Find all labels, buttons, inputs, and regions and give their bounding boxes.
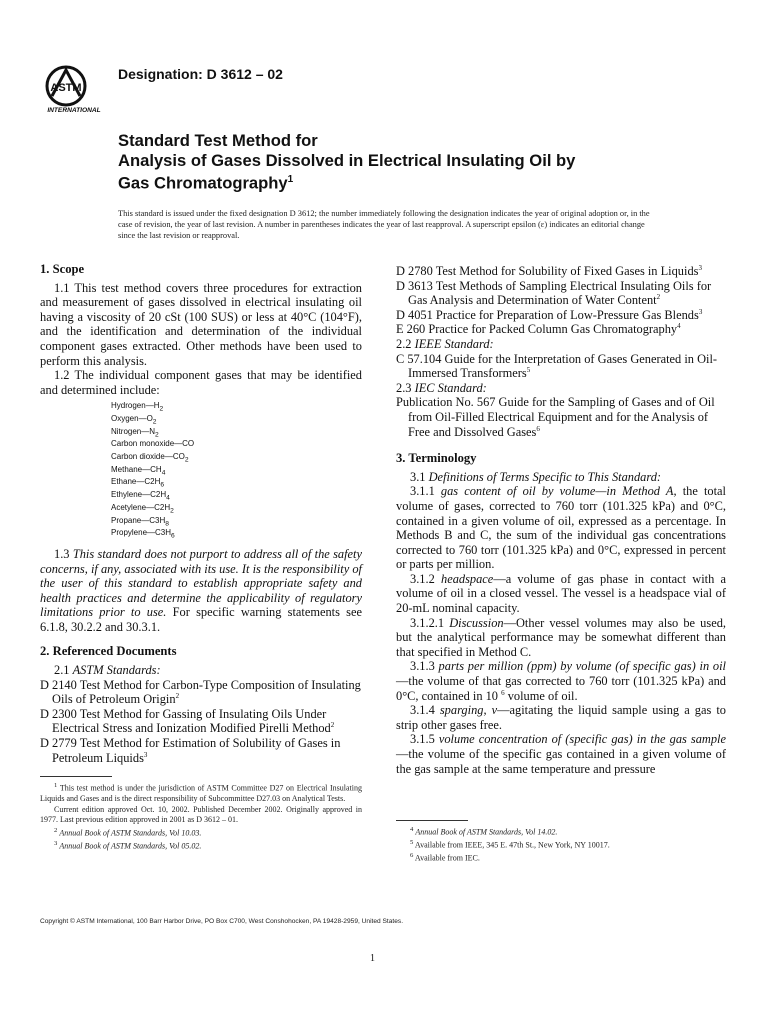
gas-list-item: $Methane—CH_4$: [111, 464, 166, 477]
left-footnotes: [40, 776, 362, 852]
gas-list-item: $Propane—C3H_8$: [111, 515, 169, 528]
footnote-2: $^2$ Annual Book of ASTM Standards, Vol 10.03.: [54, 826, 202, 838]
gas-list-item: $Ethane—C2H_6$: [111, 477, 165, 490]
terminology-heading: 3. Terminology: [396, 451, 477, 466]
reference-item: D 2140 Test Method for Carbon-Type Composition of Insulating Oils of Petroleum Origin$^2$: [40, 677, 361, 707]
gas-list-item: $Nitrogen—N_2$: [111, 426, 159, 439]
reference-item: Publication No. 567 Guide for the Sampling of Gases and of Oil from Oil-Filled Electrical Equipment and for the Analysis of Free and Dissolved Gases$^6$: [396, 395, 715, 439]
title-line-2: Analysis of Gases Dissolved in Electrical Insulating Oil by: [118, 150, 576, 170]
scope-1-1: 1.1 This test method covers three procedures for extraction and measurement of gases dissolved in electrical insulating oil having a viscosity of 20 cSt (100 SUS) or less at 40°C (104°F), and the identification and determination of the individual component gases extracted. Other methods have been used to perform this analysis.: [40, 280, 362, 368]
gas-list-item: Carbon $dioxide—CO_2$: [111, 452, 189, 464]
reference-item: E 260 Practice for Packed Column Gas Chromatography$^4$: [396, 322, 681, 337]
left-column: [40, 262, 362, 765]
gas-list-item: $Oxygen—O_2$: [111, 414, 157, 426]
term-3-1: 3.1 Definitions of Terms Specific to This Standard:: [410, 469, 662, 484]
reference-item: D 2780 Test Method for Solubility of Fixed Gases in Liquids$^3$: [396, 263, 702, 278]
right-footnotes: [396, 820, 726, 864]
gas-list-item: $Propylene—C3H_6$: [111, 528, 175, 540]
footnote-5: $^5$ Available from IEEE, 345 E. 47th St., New York, NY 10017.: [410, 839, 610, 850]
astm-logo: [40, 62, 110, 114]
gas-list-item: Carbon monoxide—CO: [111, 439, 195, 449]
gas-list-item: $Acetylene—C2H_2$: [111, 502, 174, 515]
gas-list: [111, 401, 362, 541]
term-3-1-2: 3.1.2 headspace—a volume of gas phase in contact with a volume of oil in a closed vessel. The vessel is a headspace vial of 20-mL nominal capacity.: [396, 571, 727, 616]
footnote-rule: [40, 776, 112, 777]
document-title: [118, 131, 678, 193]
copyright-line: Copyright © ASTM International, 100 Barr Harbor Drive, PO Box C700, West Conshohocken, PA 19428-2959, United States.: [40, 918, 404, 925]
term-3-1-4: 3.1.4 sparging, v—agitating the liquid sample using a gas to strip other gases free.: [396, 703, 726, 732]
gas-list-item: $Ethylene—C2H_4$: [111, 490, 170, 502]
reference-item: D 2300 Test Method for Gassing of Insulating Oils Under Electrical Stress and Ionization Modified Pirelli Method$^2$: [40, 706, 335, 736]
term-3-1-1: 3.1.1 gas content of oil by volume—in Method A, the total volume of gases, corrected to 760 torr (101.325 kPa) and 0°C, contained in a given volume of oil, expressed as a percentage. In Methods B and C, the sum of the individual gas concentrations corrected to 760 torr (101.325 kPa) and 0°C, expressed in percent or parts per million.: [396, 484, 726, 572]
refdocs-2-3: 2.3 IEC Standard:: [396, 380, 487, 395]
scope-1-2: 1.2 The individual component gases that may be identified and determined include:: [40, 368, 362, 397]
reference-item: D 2779 Test Method for Estimation of Solubility of Gases in Petroleum Liquids$^3$: [40, 736, 341, 765]
refdocs-2-1: 2.1 ASTM Standards:: [54, 663, 161, 678]
footnote-6: $^6$ Available from IEC.: [410, 852, 480, 863]
title-line-1: Standard Test Method for: [118, 131, 318, 150]
title-line-3: Gas Chromatography: [118, 173, 288, 193]
right-column: [396, 264, 726, 776]
page-number: 1: [370, 953, 375, 964]
scope-heading: 1. Scope: [40, 262, 85, 276]
footnote-rule: [396, 820, 468, 821]
footnote-1: $^1$ This test method is under the jurisdiction of ASTM Committee D27 on Electrical Insulating Liquids and Gases and is the direct responsibility of Subcommittee D27.03 on Analytical Tests.: [40, 782, 363, 804]
footnote-4: $^4$ Annual Book of ASTM Standards, Vol 14.02.: [410, 826, 558, 837]
astm-logo-icon: [40, 62, 110, 114]
footnote-1-cont: Current edition approved Oct. 10, 2002. Published December 2002. Originally approved in 1977. Last previous edition approved in 2001 as D 3612 – 01.: [40, 804, 362, 825]
gas-list-item: $Hydrogen—H_2$: [111, 401, 164, 413]
footnote-3: $^3$ Annual Book of ASTM Standards, Vol 05.02.: [54, 839, 202, 851]
term-3-1-3: 3.1.3 parts per million (ppm) by volume (of specific gas) in oil—the volume of that gas corrected to 760 torr (101.325 kPa) and 0°C, contained in 10 $^6$ volume of oil.: [396, 659, 726, 703]
issuance-note: This standard is issued under the fixed designation D 3612; the number immediately following the designation indicates the year of original adoption or, in the case of revision, the year of last revision. A number in parentheses indicates the year of last reapproval. A superscript epsilon (ε) indicates an editorial change since the last revision or reapproval.: [118, 209, 650, 240]
term-3-1-2-1: 3.1.2.1 Discussion—Other vessel volumes may also be used, but the analytical performance may be somewhat different than that specified in Method C.: [396, 615, 726, 659]
reference-item: C 57.104 Guide for the Interpretation of Gases Generated in Oil-Immersed Transformers$^5$: [396, 351, 718, 381]
designation: Designation: D 3612 – 02: [118, 66, 283, 82]
reference-item: D 4051 Practice for Preparation of Low-Pressure Gas Blends$^3$: [396, 307, 703, 322]
refdocs-heading: 2. Referenced Documents: [40, 644, 177, 659]
logo-sub: INTERNATIONAL: [47, 107, 101, 114]
scope-1-3: 1.3 This standard does not purport to address all of the safety concerns, if any, associated with its use. It is the responsibility of the user of this standard to establish appropriate safety and health practices and determine the applicability of regulatory limitations prior to use. For specific warning statements see 6.1.8, 30.2.2 and 30.3.1.: [40, 546, 362, 634]
reference-item: D 3613 Test Methods of Sampling Electrical Insulating Oils for Gas Analysis and Determination of Water Content$^2$: [396, 278, 712, 308]
title-footnote-mark: 1: [287, 174, 294, 185]
term-3-1-5: 3.1.5 volume concentration of (specific gas) in the gas sample—the volume of the specific gas contained in a given volume of the gas sample at the same temperature and pressure: [396, 732, 727, 776]
logo-label: ASTM: [50, 82, 82, 94]
refdocs-2-2: 2.2 IEEE Standard:: [396, 336, 494, 351]
